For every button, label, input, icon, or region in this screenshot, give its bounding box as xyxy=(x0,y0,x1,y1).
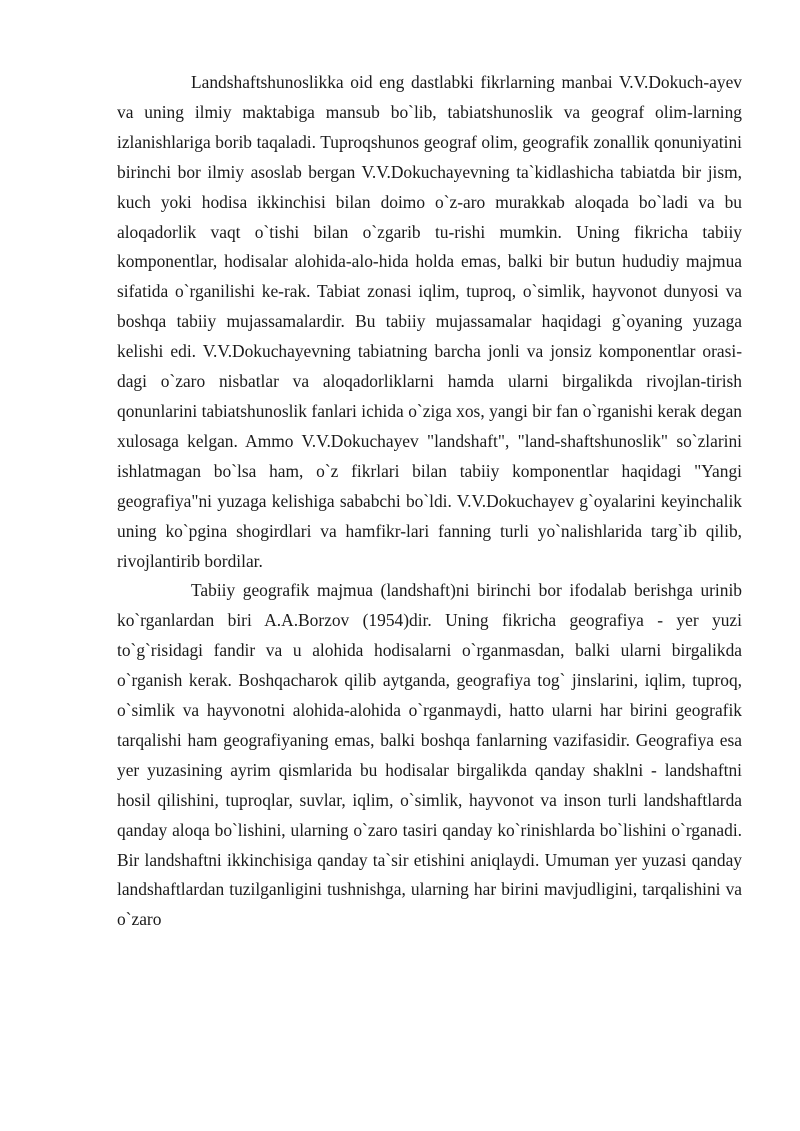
paragraph-2: Tabiiy geografik majmua (landshaft)ni birinchi bor ifodalab berishga urinib ko`rganlardan biri A.A.Borzov (1954)dir. Uning fikricha geografiya - yer yuzi to`g`risidagi fandir va u alohida hodisalarni o`rganmasdan, balki ularni birgalikda o`rganish kerak. Boshqacharok qilib aytganda, geografiya tog` jinslarini, iqlim, tuproq, o`simlik va hayvonotni alohida-alohida o`rganmaydi, hatto ularni har birini geografik tarqalishi ham geografiyaning emas, balki boshqa fanlarning vazifasidir. Geografiya esa yer yuzasining ayrim qismlarida bu hodisalar birgalikda qanday shaklni - landshaftni hosil qilishini, tuproqlar, suvlar, iqlim, o`simlik, hayvonot va inson turli landshaftlarda qanday aloqa bo`lishini, ularning o`zaro tasiri qanday ko`rinishlarda bo`lishini o`rganadi. Bir landshaftni ikkinchisiga qanday ta`sir etishini aniqlaydi. Umuman yer yuzasi qanday landshaftlardan tuzilganligini tushnishga, ularning har birini mavjudligini, tarqalishini va o`zaro xyxy=(117,580,742,930)
paragraph-1: Landshaftshunoslikka oid eng dastlabki fikrlarning manbai V.V.Dokuch-ayev va uning ilmiy maktabiga mansub bo`lib, tabiatshunoslik va geograf olim-larning izlanishlariga borib taqaladi. Tuproqshunos geograf olim, geografik zonallik qonuniyatini birinchi bor ilmiy asoslab bergan V.V.Dokuchayevning ta`kidlashicha tabiatda bir jism, kuch yoki hodisa ikkinchisi bilan doimo o`z-aro murakkab aloqada bo`ladi va bu aloqadorlik vaqt o`tishi bilan o`zgarib tu-rishi mumkin. Uning fikricha tabiiy komponentlar, hodisalar alohida-alo-hida holda emas, balki bir butun hududiy majmua sifatida o`rganilishi ke-rak. Tabiat zonasi iqlim, tuproq, o`simlik, hayvonot dunyosi va boshqa tabiiy mujassamalardir. Bu tabiiy mujassamalar haqidagi g`oyaning yuzaga kelishi edi. V.V.Dokuchayevning tabiatning barcha jonli va jonsiz komponentlar orasi-dagi o`zaro nisbatlar va aloqadorliklarni hamda ularni birgalikda rivojlan-tirish qonunlarini tabiatshunoslik fanlari ichida o`ziga xos, yangi bir fan o`rganishi kerak degan xulosaga kelgan. Ammo V.V.Dokuchayev "landshaft", "land-shaftshunoslik" so`zlarini ishlatmagan bo`lsa ham, o`z fikrlari bilan tabiiy komponentlar haqidagi "Yangi geografiya"ni yuzaga kelishiga sababchi bo`ldi. V.V.Dokuchayev g`oyalarini keyinchalik uning ko`pgina shogirdlari va hamfikr-lari fanning turli yo`nalishlarida targ`ib qilib, rivojlantirib bordilar. xyxy=(117,72,742,571)
document-body xyxy=(117,68,742,935)
